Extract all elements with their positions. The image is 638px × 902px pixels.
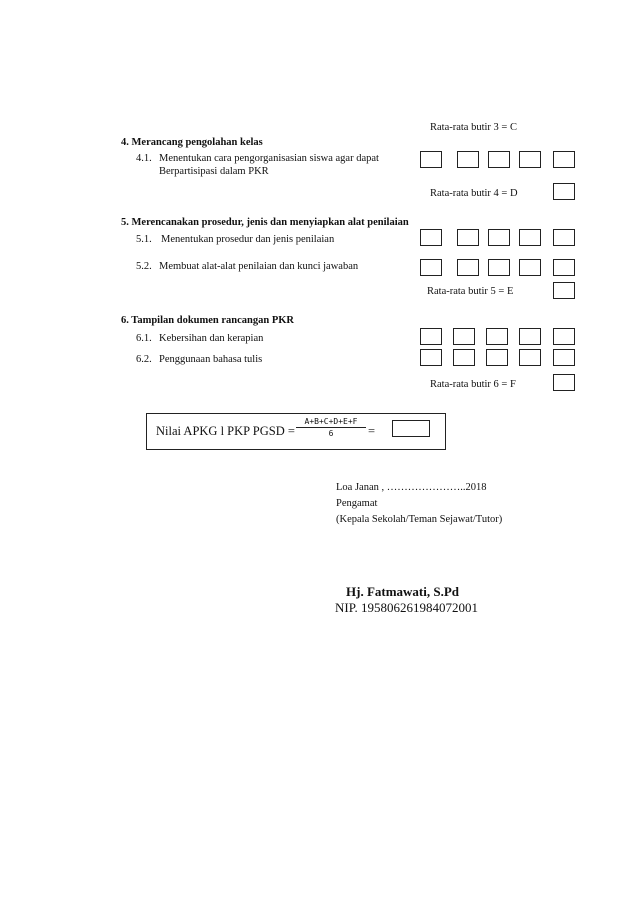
score-box-4-1-b[interactable]	[457, 151, 479, 168]
score-box-6-1-d[interactable]	[519, 328, 541, 345]
average-d-box[interactable]	[553, 183, 575, 200]
score-box-6-2-a[interactable]	[420, 349, 442, 366]
signatory-nip: NIP. 195806261984072001	[335, 600, 479, 615]
average-c-label: Rata-rata butir 3 = C	[430, 122, 517, 133]
signatory-name: Hj. Fatmawati, S.Pd	[346, 584, 460, 599]
average-d-label: Rata-rata butir 4 = D	[430, 188, 518, 199]
score-box-4-1-c[interactable]	[488, 151, 510, 168]
score-box-5-1-b[interactable]	[457, 229, 479, 246]
item-5-2-number: 5.2.	[136, 261, 152, 272]
score-box-5-1-d[interactable]	[519, 229, 541, 246]
score-box-5-1-c[interactable]	[488, 229, 510, 246]
item-4-1-text-line1: Menentukan cara pengorganisasian siswa agar dapat	[159, 153, 379, 164]
item-5-2-text: Membuat alat-alat penilaian dan kunci jawaban	[159, 261, 359, 272]
formula-fraction	[296, 417, 366, 438]
formula-numerator: A+B+C+D+E+F	[296, 417, 366, 428]
score-box-6-2-c[interactable]	[486, 349, 508, 366]
section-5-title: 5. Merencanakan prosedur, jenis dan menyiapkan alat penilaian	[121, 217, 409, 228]
score-box-4-1-e[interactable]	[553, 151, 575, 168]
formula-equals: =	[368, 424, 376, 438]
place-date: Loa Janan , …………………..2018	[336, 482, 487, 493]
score-box-5-1-e[interactable]	[553, 229, 575, 246]
score-box-4-1-d[interactable]	[519, 151, 541, 168]
observer-role: Pengamat	[336, 498, 378, 509]
average-e-box[interactable]	[553, 282, 575, 299]
item-4-1-number: 4.1.	[136, 153, 152, 164]
score-box-4-1-a[interactable]	[420, 151, 442, 168]
average-f-label: Rata-rata butir 6 = F	[430, 379, 516, 390]
score-box-6-1-e[interactable]	[553, 328, 575, 345]
final-score-box[interactable]	[392, 420, 430, 437]
score-box-5-2-c[interactable]	[488, 259, 510, 276]
item-4-1-text-line2: Berpartisipasi dalam PKR	[159, 166, 269, 177]
section-4-title: 4. Merancang pengolahan kelas	[121, 137, 263, 148]
average-f-box[interactable]	[553, 374, 575, 391]
score-box-5-2-a[interactable]	[420, 259, 442, 276]
formula-denominator: 6	[328, 429, 334, 438]
score-box-5-2-d[interactable]	[519, 259, 541, 276]
item-6-1-number: 6.1.	[136, 333, 152, 344]
score-box-6-2-b[interactable]	[453, 349, 475, 366]
score-box-6-1-a[interactable]	[420, 328, 442, 345]
item-6-2-number: 6.2.	[136, 354, 152, 365]
score-box-5-2-b[interactable]	[457, 259, 479, 276]
item-6-1-text: Kebersihan dan kerapian	[159, 333, 264, 344]
score-box-6-2-e[interactable]	[553, 349, 575, 366]
score-box-6-1-b[interactable]	[453, 328, 475, 345]
score-box-5-1-a[interactable]	[420, 229, 442, 246]
observer-role-detail: (Kepala Sekolah/Teman Sejawat/Tutor)	[336, 514, 503, 525]
item-6-2-text: Penggunaan bahasa tulis	[159, 354, 263, 365]
item-5-1-number: 5.1.	[136, 234, 152, 245]
score-box-5-2-e[interactable]	[553, 259, 575, 276]
score-box-6-2-d[interactable]	[519, 349, 541, 366]
score-box-6-1-c[interactable]	[486, 328, 508, 345]
section-6-title: 6. Tampilan dokumen rancangan PKR	[121, 315, 295, 326]
average-e-label: Rata-rata butir 5 = E	[427, 286, 514, 297]
item-5-1-text: Menentukan prosedur dan jenis penilaian	[161, 234, 335, 245]
formula-label: Nilai APKG l PKP PGSD =	[156, 424, 295, 438]
